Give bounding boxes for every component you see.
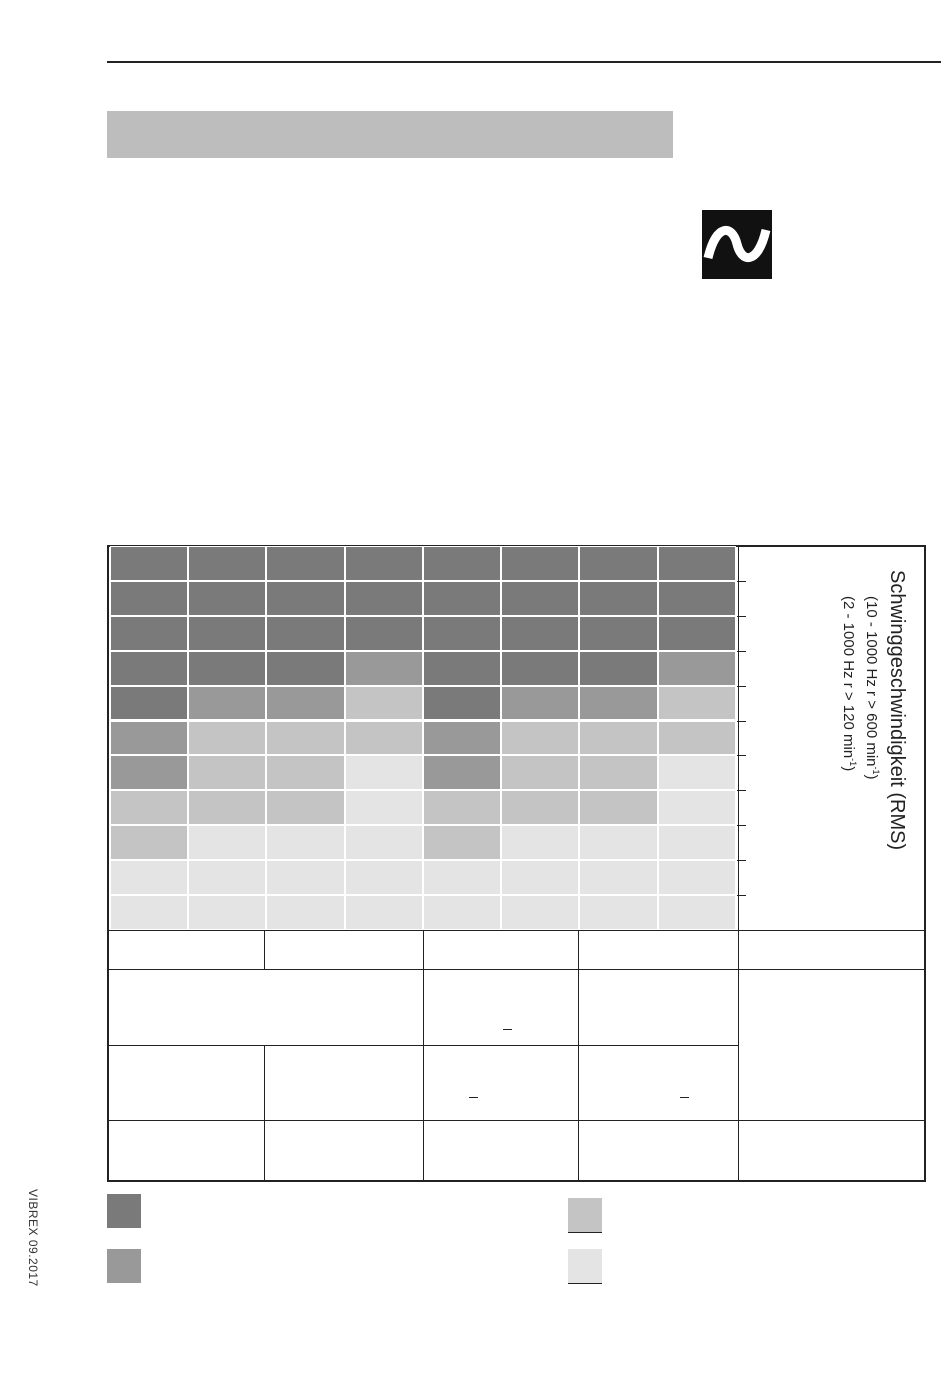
severity-cell bbox=[345, 721, 423, 756]
severity-cell bbox=[110, 686, 188, 721]
severity-cell bbox=[110, 860, 188, 895]
severity-cell bbox=[345, 581, 423, 616]
heading-range-1: (10 - 1000 Hz r > 600 $\min^{-1}$) bbox=[863, 596, 881, 780]
severity-cell bbox=[188, 616, 266, 651]
severity-cell bbox=[579, 825, 658, 860]
table-line bbox=[264, 930, 265, 969]
severity-cell bbox=[579, 546, 658, 581]
legend-swatch-level-1 bbox=[568, 1249, 602, 1283]
sine-wave-icon bbox=[702, 210, 772, 279]
table-line bbox=[738, 546, 739, 1181]
legend-swatch-underline bbox=[568, 1232, 602, 1233]
table-line bbox=[578, 930, 579, 1181]
legend-swatch-level-2 bbox=[568, 1198, 602, 1232]
table-dash bbox=[469, 1097, 478, 1098]
severity-cell bbox=[110, 546, 188, 581]
severity-cell bbox=[501, 755, 579, 790]
severity-cell bbox=[345, 651, 423, 686]
severity-cell bbox=[658, 860, 736, 895]
heading-range-2: (2 - 1000 Hz r > 120 $\min^{-1}$) bbox=[840, 596, 858, 772]
severity-cell bbox=[345, 790, 423, 825]
severity-cell bbox=[266, 721, 345, 756]
severity-cell bbox=[266, 686, 345, 721]
severity-cell bbox=[188, 860, 266, 895]
severity-cell bbox=[266, 546, 345, 581]
severity-cell bbox=[579, 790, 658, 825]
severity-cell bbox=[423, 581, 501, 616]
table-line bbox=[264, 1045, 265, 1181]
table-dash bbox=[680, 1097, 689, 1098]
severity-cell bbox=[110, 581, 188, 616]
severity-cell bbox=[266, 895, 345, 930]
legend-swatch-underline bbox=[568, 1283, 602, 1284]
severity-cell bbox=[501, 651, 579, 686]
severity-cell bbox=[501, 616, 579, 651]
severity-cell bbox=[658, 825, 736, 860]
severity-cell bbox=[188, 895, 266, 930]
table-line bbox=[108, 1120, 925, 1121]
severity-cell bbox=[501, 895, 579, 930]
severity-cell bbox=[423, 825, 501, 860]
severity-cell bbox=[423, 686, 501, 721]
severity-cell bbox=[423, 860, 501, 895]
severity-cell bbox=[423, 616, 501, 651]
severity-cell bbox=[345, 755, 423, 790]
severity-cell bbox=[579, 581, 658, 616]
severity-cell bbox=[188, 755, 266, 790]
severity-cell bbox=[501, 721, 579, 756]
severity-cell bbox=[266, 581, 345, 616]
severity-cell bbox=[423, 651, 501, 686]
severity-cell bbox=[110, 895, 188, 930]
severity-cell bbox=[501, 790, 579, 825]
table-line bbox=[423, 930, 424, 1181]
severity-cell bbox=[658, 790, 736, 825]
severity-cell bbox=[423, 546, 501, 581]
legend-swatch-level-3 bbox=[107, 1249, 141, 1283]
severity-cell bbox=[579, 686, 658, 721]
severity-cell bbox=[423, 721, 501, 756]
severity-cell bbox=[188, 790, 266, 825]
table-line bbox=[108, 930, 925, 931]
table-dash bbox=[503, 1029, 512, 1030]
severity-cell bbox=[188, 651, 266, 686]
severity-cell bbox=[658, 895, 736, 930]
severity-cell bbox=[658, 581, 736, 616]
severity-cell bbox=[658, 755, 736, 790]
document-code bbox=[20, 1189, 50, 1309]
severity-cell bbox=[266, 755, 345, 790]
severity-cell bbox=[266, 616, 345, 651]
heading-title: Schwinggeschwindigkeit (RMS) bbox=[886, 570, 908, 851]
severity-cell bbox=[110, 755, 188, 790]
severity-cell bbox=[501, 686, 579, 721]
severity-cell bbox=[658, 546, 736, 581]
severity-cell bbox=[110, 790, 188, 825]
severity-cell bbox=[345, 686, 423, 721]
severity-cell bbox=[658, 686, 736, 721]
severity-cell bbox=[658, 616, 736, 651]
severity-cell bbox=[110, 651, 188, 686]
severity-cell bbox=[579, 860, 658, 895]
severity-cell bbox=[266, 790, 345, 825]
severity-cell bbox=[345, 860, 423, 895]
severity-cell bbox=[345, 825, 423, 860]
severity-cell bbox=[579, 895, 658, 930]
severity-cell bbox=[188, 546, 266, 581]
severity-cell bbox=[266, 860, 345, 895]
severity-cell bbox=[579, 651, 658, 686]
document-code-text: VIBREX 09.2017 bbox=[26, 1189, 40, 1287]
severity-cell bbox=[423, 895, 501, 930]
severity-cell bbox=[188, 581, 266, 616]
severity-cell bbox=[579, 721, 658, 756]
severity-cell bbox=[501, 581, 579, 616]
severity-cell bbox=[658, 721, 736, 756]
severity-cell bbox=[501, 825, 579, 860]
severity-cell bbox=[188, 825, 266, 860]
legend-swatch-level-4 bbox=[107, 1194, 141, 1228]
severity-cell bbox=[579, 616, 658, 651]
vertical-heading bbox=[839, 570, 909, 850]
severity-cell bbox=[345, 546, 423, 581]
severity-cell bbox=[345, 616, 423, 651]
top-rule bbox=[107, 61, 941, 63]
severity-cell bbox=[579, 755, 658, 790]
severity-cell bbox=[423, 790, 501, 825]
title-bar bbox=[107, 111, 673, 158]
severity-cell bbox=[501, 546, 579, 581]
severity-cell bbox=[658, 651, 736, 686]
severity-cell bbox=[188, 721, 266, 756]
severity-cell bbox=[110, 616, 188, 651]
severity-cell bbox=[423, 755, 501, 790]
severity-cell bbox=[266, 825, 345, 860]
severity-cell bbox=[345, 895, 423, 930]
severity-cell bbox=[501, 860, 579, 895]
severity-cell bbox=[188, 686, 266, 721]
table-line bbox=[108, 969, 925, 970]
severity-cell bbox=[266, 651, 345, 686]
severity-cell bbox=[110, 721, 188, 756]
severity-cell bbox=[110, 825, 188, 860]
